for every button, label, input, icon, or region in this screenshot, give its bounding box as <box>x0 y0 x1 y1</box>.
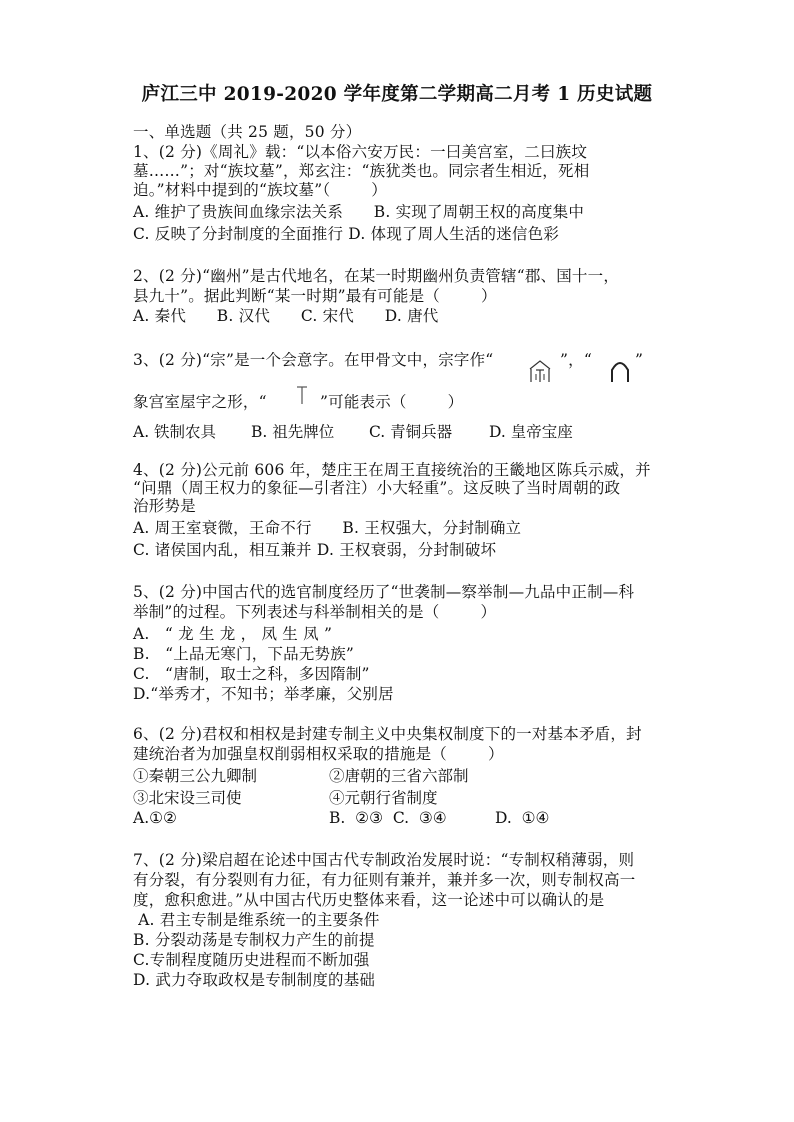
question-6-item-4: ④元朝行省制度 <box>329 789 438 807</box>
oracle-shi-icon <box>294 384 310 406</box>
question-1-line-1: 1、(2 分)《周礼》载：“以本俗六安万民：一曰美宫室，二曰族坟 <box>133 143 588 161</box>
question-5-line-2: 举制”的过程。下列表述与科举制相关的是（ ） <box>133 603 497 621</box>
question-6-line-2: 建统治者为加强皇权削弱相权采取的措施是（ ） <box>133 745 504 763</box>
question-7-line-1: 7、(2 分)梁启超在论述中国古代专制政治发展时说：“专制权稍薄弱，则 <box>133 851 635 869</box>
question-6-line-1: 6、(2 分)君权和相权是封建专制主义中央集权制度下的一对基本矛盾，封 <box>133 725 642 743</box>
question-7-option-d: D. 武力夺取政权是专制制度的基础 <box>133 971 376 989</box>
question-4-line-1: 4、(2 分)公元前 606 年，楚庄王在周王直接统治的王畿地区陈兵示威，并 <box>133 461 651 479</box>
question-3-option-d: D. 皇帝宝座 <box>489 423 573 441</box>
question-4-line-2: “问鼎（周王权力的象征—引者注）小大轻重”。这反映了当时周朝的政 <box>133 479 621 497</box>
question-6-items-row-1 <box>133 766 733 786</box>
question-6-item-1: ①秦朝三公九卿制 <box>133 767 258 785</box>
question-3-line-1c: ” <box>635 351 644 369</box>
question-3-option-b: B. 祖先牌位 <box>251 423 335 441</box>
question-4-options-cd: C. 诸侯国内乱，相互兼并 D. 王权衰弱，分封制破坏 <box>133 541 497 559</box>
question-6-option-bc: B. ②③ C. ③④ <box>329 809 447 827</box>
question-5-line-1: 5、(2 分)中国古代的选官制度经历了“世袭制—察举制—九品中正制—科 <box>133 583 635 601</box>
question-7-line-3: 度，愈积愈进。”从中国古代历史整体来看，这一论述中可以确认的是 <box>133 891 605 909</box>
question-6-option-d: D. ①④ <box>495 809 550 827</box>
question-3-line-1b: ”，“ <box>560 351 592 369</box>
question-3-options <box>133 422 733 442</box>
question-3-line-1a: 3、(2 分)“宗”是一个会意字。在甲骨文中，宗字作“ <box>133 351 494 369</box>
question-6-item-2: ②唐朝的三省六部制 <box>329 767 469 785</box>
section-heading: 一、单选题（共 25 题，50 分） <box>133 123 362 141</box>
question-4-line-3: 治形势是 <box>133 497 196 515</box>
question-2-line-2: 县九十”。据此判断“某一时期”最有可能是（ ） <box>133 287 497 305</box>
question-2-line-1: 2、(2 分)“幽州”是古代地名，在某一时期幽州负责管辖“郡、国十一， <box>133 267 620 285</box>
question-1-options-ab: A. 维护了贵族间血缘宗法关系 B. 实现了周朝王权的高度集中 <box>133 203 585 221</box>
question-1-options-cd: C. 反映了分封制度的全面推行 D. 体现了周人生活的迷信色彩 <box>133 225 560 243</box>
question-3-option-a: A. 铁制农具 <box>133 423 217 441</box>
question-1-line-3: 迫。”材料中提到的“族坟墓”（ ） <box>133 181 387 199</box>
question-6-items-row-2 <box>133 788 733 808</box>
oracle-zong-icon <box>528 358 552 384</box>
question-5-option-c: C. “唐制，取士之科，多因隋制” <box>133 665 370 683</box>
question-1-line-2: 墓……”；对“族坟墓”，郑玄注：“族犹类也。同宗者生相近，死相 <box>133 162 590 180</box>
question-3-line-2b: ”可能表示（ ） <box>320 393 464 411</box>
question-6-options <box>133 808 733 828</box>
question-5-option-b: B. “上品无寒门，下品无势族” <box>133 645 355 663</box>
question-7-option-b: B. 分裂动荡是专制权力产生的前提 <box>133 931 375 949</box>
question-7-option-c: C.专制程度随历史进程而不断加强 <box>133 951 370 969</box>
oracle-roof-icon <box>609 358 631 384</box>
question-4-options-ab: A. 周王室衰微，王命不行 B. 王权强大，分封制确立 <box>133 519 522 537</box>
question-3-line-2a: 象宫室屋宇之形，“ <box>133 393 267 411</box>
question-7-option-a: A. 君主专制是维系统一的主要条件 <box>133 911 380 929</box>
question-3-option-c: C. 青铜兵器 <box>369 423 453 441</box>
question-6-option-a: A.①② <box>133 809 177 827</box>
question-2-options: A. 秦代 B. 汉代 C. 宋代 D. 唐代 <box>133 307 439 325</box>
question-6-item-3: ③北宋设三司使 <box>133 789 242 807</box>
question-5-option-d: D.“举秀才，不知书；举孝廉，父别居 <box>133 685 394 703</box>
question-7-line-2: 有分裂，有分裂则有力征，有力征则有兼并，兼并多一次，则专制权高一 <box>133 871 636 889</box>
page-title: 庐江三中 2019-2020 学年度第二学期高二月考 1 历史试题 <box>141 84 653 105</box>
question-5-option-a: A. “ 龙 生 龙 ， 凤 生 凤 ” <box>133 625 333 643</box>
